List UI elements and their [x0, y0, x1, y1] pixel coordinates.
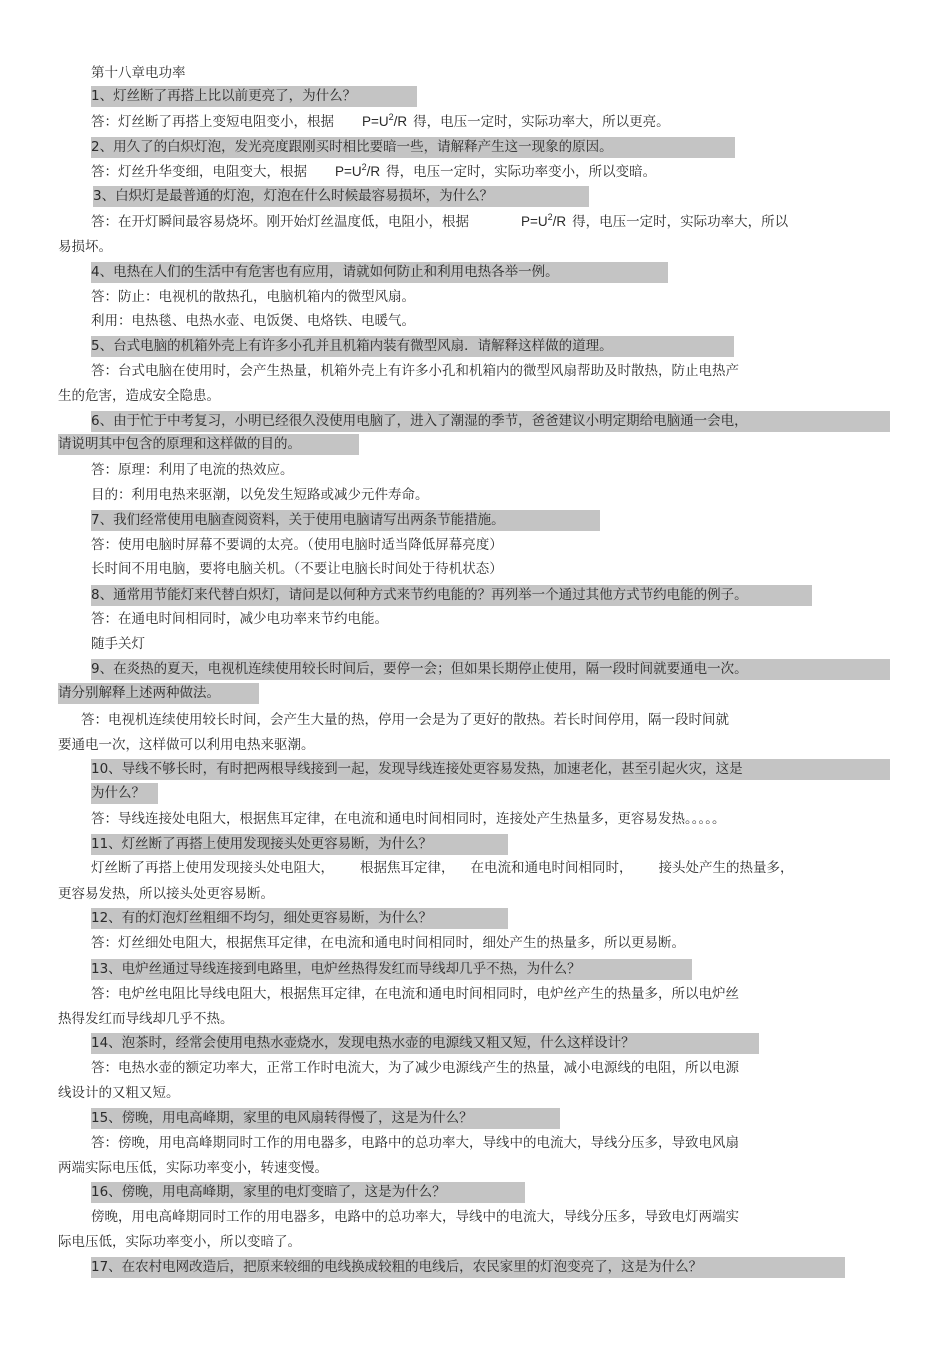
answer-14-line2: 线设计的又粗又短。 [58, 1085, 180, 1101]
answer-16-line1: 傍晚，用电高峰期同时工作的用电器多，电路中的总功率大，导线中的电流大，导线分压多，导致电灯两端实 [91, 1209, 739, 1225]
question-10-line1: 10、导线不够长时，有时把两根导线接到一起，发现导线连接处更容易发热，加速老化，甚至引起火灾，这是 [91, 759, 890, 780]
question-17: 17、在农村电网改造后，把原来较细的电线换成较粗的电线后，农民家里的灯泡变亮了，这是为什么？ [91, 1257, 845, 1278]
answer-7-line2: 长时间不用电脑，要将电脑关机。（不要让电脑长时间处于待机状态） [91, 561, 503, 577]
question-8: 8、通常用节能灯来代替白炽灯，请问是以何种方式来节约电能的？再列举一个通过其他方式节约电能的例子。 [91, 585, 812, 606]
answer-6-line1: 答：原理：利用了电流的热效应。 [91, 462, 294, 478]
answer-16-line2: 际电压低，实际功率变小，所以变暗了。 [58, 1234, 301, 1250]
answer-13-line1: 答：电炉丝电阻比导线电阻大，根据焦耳定律，在电流和通电时间相同时，电炉丝产生的热量多，所以电炉丝 [91, 986, 739, 1002]
answer-11-line2: 更容易发热，所以接头处更容易断。 [58, 886, 274, 902]
answer-14-line1: 答：电热水壶的额定功率大，正常工作时电流大，为了减少电源线产生的热量，减小电源线的电阻，所以电源 [91, 1060, 739, 1076]
question-11: 11、灯丝断了再搭上使用发现接头处更容易断，为什么？ [91, 834, 508, 855]
answer-1: 答：灯丝断了再搭上变短电阻变小，根据 $P=U^2/R$ 得，电压一定时，实际功率大，所以更亮。 [91, 112, 670, 130]
answer-4-line2: 利用：电热毯、电热水壶、电饭煲、电烙铁、电暖气。 [91, 313, 415, 329]
answer-5-line2: 生的危害，造成安全隐患。 [58, 388, 220, 404]
answer-3: 答：在开灯瞬间最容易烧坏。刚开始灯丝温度低，电阻小，根据 $P=U^2/R$ 得，电压一定时，实际功率大，所以 [91, 212, 789, 230]
question-6-line2: 请说明其中包含的原理和这样做的目的。 [58, 434, 359, 455]
answer-13-line2: 热得发红而导线却几乎不热。 [58, 1011, 234, 1027]
answer-3-cont: 易损坏。 [58, 239, 112, 255]
question-2: 2、用久了的白炽灯泡，发光亮度跟刚买时相比要暗一些，请解释产生这一现象的原因。 [91, 137, 735, 158]
answer-9-line1: 答：电视机连续使用较长时间，会产生大量的热，停用一会是为了更好的散热。若长时间停用，隔一段时间就 [81, 712, 729, 728]
answer-12: 答：灯丝细处电阻大，根据焦耳定律，在电流和通电时间相同时，细处产生的热量多，所以更易断。 [91, 935, 685, 951]
question-9-line1: 9、在炎热的夏天，电视机连续使用较长时间后，要停一会；但如果长期停止使用，隔一段时间就要通电一次。 [91, 659, 890, 680]
answer-7-line1: 答：使用电脑时屏幕不要调的太亮。（使用电脑时适当降低屏幕亮度） [91, 537, 503, 553]
question-7: 7、我们经常使用电脑查阅资料，关于使用电脑请写出两条节能措施。 [91, 510, 600, 531]
question-6-line1: 6、由于忙于中考复习，小明已经很久没使用电脑了，进入了潮湿的季节，爸爸建议小明定期给电脑通一会电， [91, 411, 890, 432]
question-10-line2: 为什么？ [91, 783, 158, 804]
question-13: 13、电炉丝通过导线连接到电路里，电炉丝热得发红而导线却几乎不热，为什么？ [91, 959, 692, 980]
question-1: 1、灯丝断了再搭上比以前更亮了，为什么？ [91, 86, 417, 107]
question-4: 4、电热在人们的生活中有危害也有应用，请就如何防止和利用电热各举一例。 [91, 262, 668, 283]
answer-8-line2: 随手关灯 [91, 636, 145, 652]
question-16: 16、傍晚，用电高峰期，家里的电灯变暗了，这是为什么？ [91, 1182, 525, 1203]
question-9-line2: 请分别解释上述两种做法。 [58, 683, 259, 704]
question-15: 15、傍晚，用电高峰期，家里的电风扇转得慢了，这是为什么？ [91, 1108, 560, 1129]
chapter-title: 第十八章电功率 [91, 65, 186, 81]
answer-2: 答：灯丝升华变细，电阻变大，根据 $P=U^2/R$ 得，电压一定时，实际功率变小，所以变暗。 [91, 162, 657, 180]
answer-8-line1: 答：在通电时间相同时，减少电功率来节约电能。 [91, 611, 388, 627]
question-12: 12、有的灯泡灯丝粗细不均匀，细处更容易断，为什么？ [91, 908, 508, 929]
answer-5-line1: 答：台式电脑在使用时，会产生热量，机箱外壳上有许多小孔和机箱内的微型风扇帮助及时散热，防止电热产 [91, 363, 739, 379]
answer-15-line2: 两端实际电压低，实际功率变小，转速变慢。 [58, 1160, 328, 1176]
question-14: 14、泡茶时，经常会使用电热水壶烧水，发现电热水壶的电源线又粗又短，什么这样设计？ [91, 1033, 759, 1054]
question-3: 3、白炽灯是最普通的灯泡，灯泡在什么时候最容易损坏，为什么？ [93, 186, 589, 207]
answer-4-line1: 答：防止：电视机的散热孔，电脑机箱内的微型风扇。 [91, 289, 415, 305]
answer-9-line2: 要通电一次，这样做可以利用电热来驱潮。 [58, 737, 315, 753]
question-5: 5、台式电脑的机箱外壳上有许多小孔并且机箱内装有微型风扇．请解释这样做的道理。 [91, 336, 734, 357]
answer-15-line1: 答：傍晚，用电高峰期同时工作的用电器多，电路中的总功率大，导线中的电流大，导线分压多，导致电风扇 [91, 1135, 739, 1151]
answer-10: 答：导线连接处电阻大，根据焦耳定律，在电流和通电时间相同时，连接处产生热量多，更容易发热。。。。。 [91, 811, 726, 827]
answer-11-line1: 灯丝断了再搭上使用发现接头处电阻大， 根据焦耳定律， 在电流和通电时间相同时， 接头处产生的热量多， [91, 860, 794, 876]
answer-6-line2: 目的：利用电热来驱潮，以免发生短路或减少元件寿命。 [91, 487, 429, 503]
